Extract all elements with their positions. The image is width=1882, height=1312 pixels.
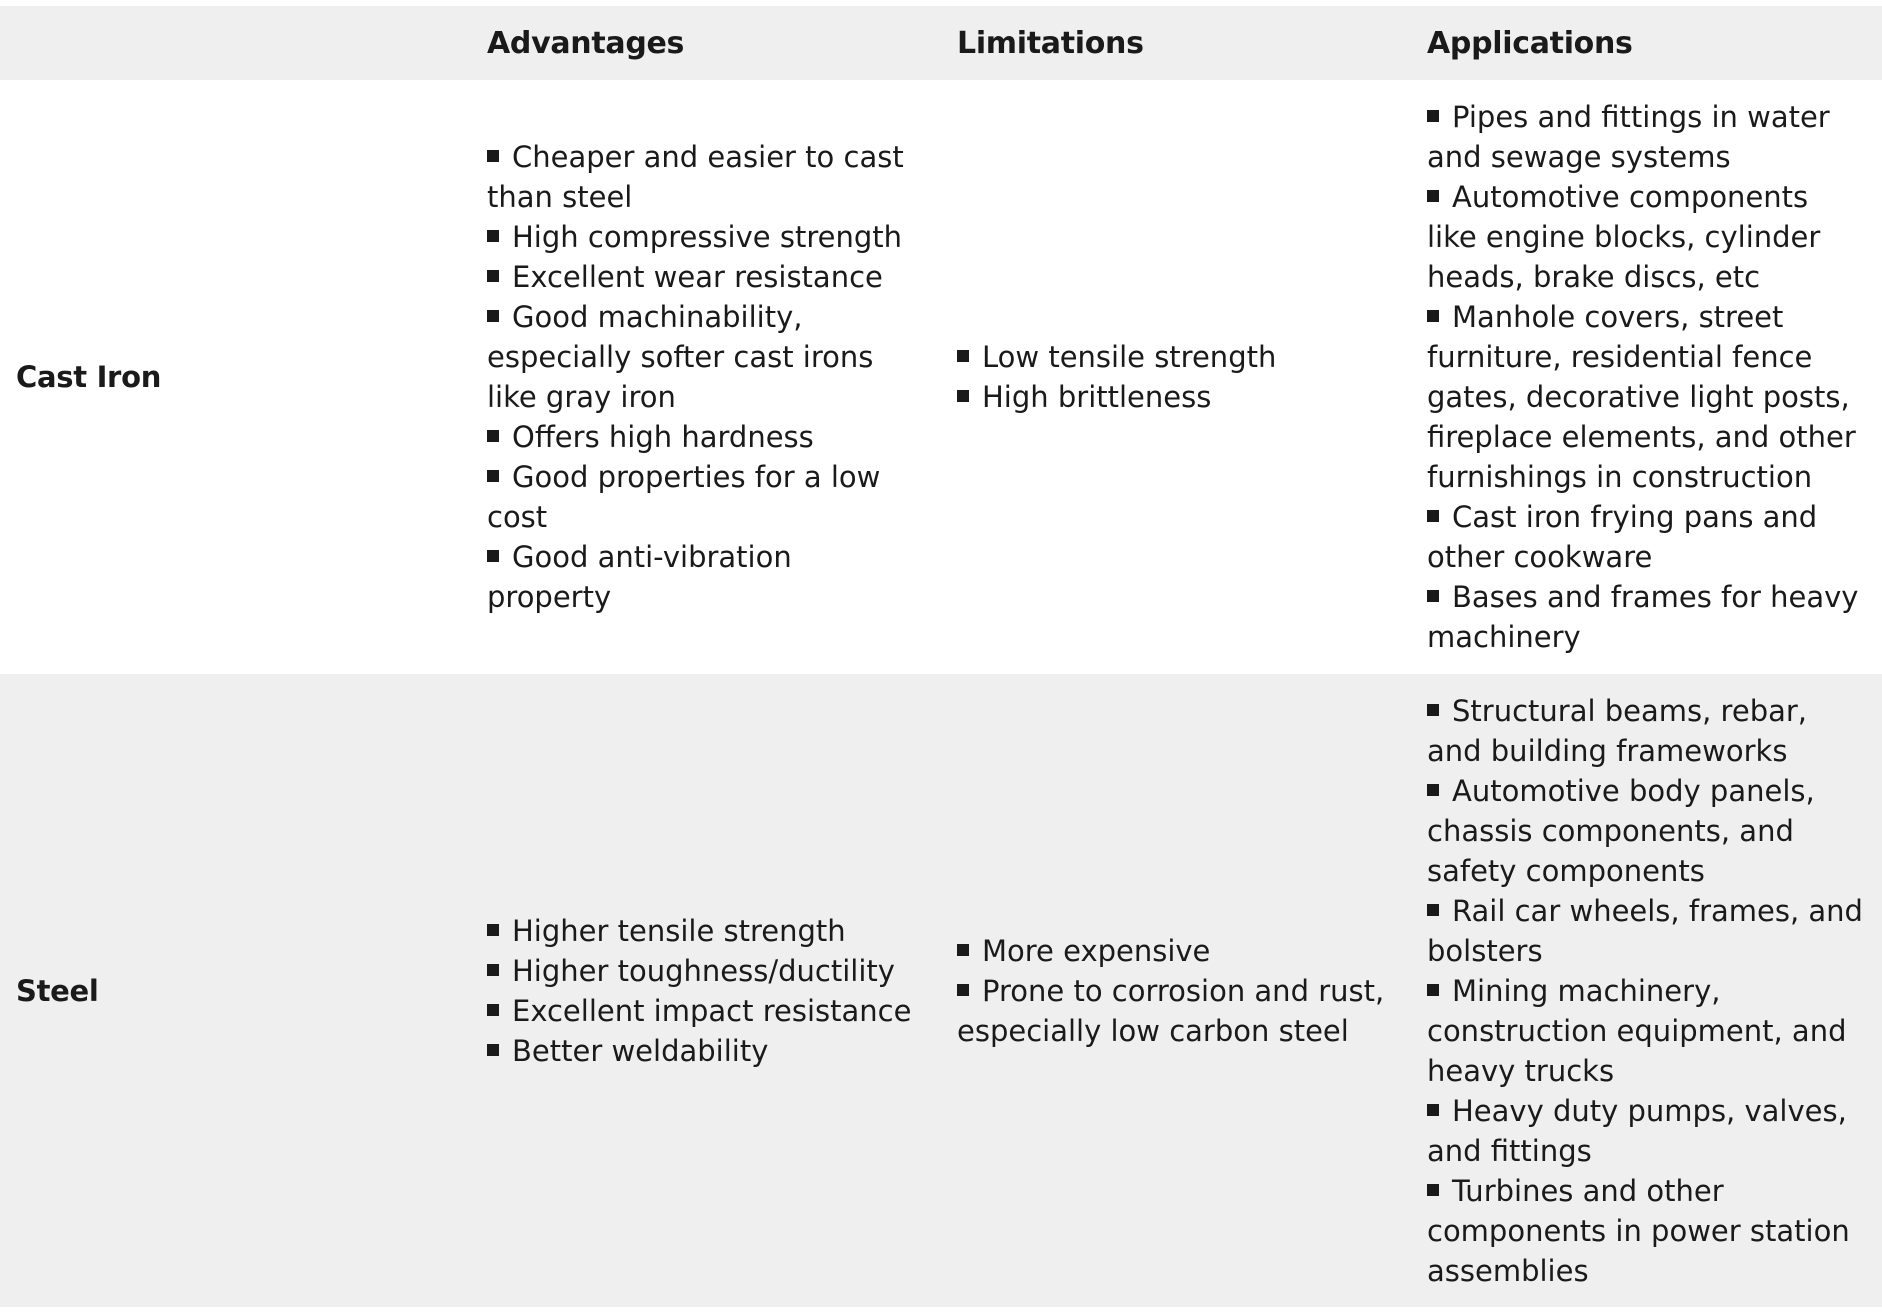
list-item-text: Higher tensile strength	[512, 913, 846, 948]
header-material	[0, 6, 471, 80]
square-bullet-icon	[487, 924, 499, 936]
square-bullet-icon	[1427, 984, 1439, 996]
list-item-text: High brittleness	[982, 380, 1212, 414]
list-item	[1427, 577, 1866, 657]
list-item	[487, 137, 925, 217]
square-bullet-icon	[487, 230, 499, 242]
list-item-text: Better weldability	[512, 1033, 769, 1068]
row-label: Cast Iron	[16, 360, 162, 394]
list-item-text: Excellent wear resistance	[512, 260, 883, 294]
list-item	[1427, 497, 1866, 577]
list-item	[487, 537, 925, 617]
square-bullet-icon	[487, 270, 499, 282]
list-item-text: Good machinability, especially softer cast irons like gray iron	[487, 300, 874, 414]
list-item	[487, 911, 925, 951]
comparison-table	[0, 6, 1882, 1307]
header-row	[0, 6, 1882, 80]
list-item	[487, 951, 925, 991]
list-item	[487, 457, 925, 537]
list-item-text: More expensive	[982, 933, 1211, 968]
square-bullet-icon	[957, 984, 969, 996]
square-bullet-icon	[487, 1004, 499, 1016]
list-item	[1427, 1171, 1866, 1291]
list-item	[1427, 177, 1866, 297]
square-bullet-icon	[1427, 110, 1439, 122]
header-applications: Applications	[1427, 25, 1633, 61]
applications-cell	[1411, 674, 1882, 1307]
advantages-list	[487, 137, 925, 617]
header-advantages: Advantages	[487, 25, 685, 61]
list-item	[1427, 771, 1866, 891]
list-item-text: Cast iron frying pans and other cookware	[1427, 500, 1818, 574]
list-item-text: Rail car wheels, frames, and bolsters	[1427, 893, 1863, 968]
limitations-list	[957, 337, 1395, 417]
list-item	[957, 971, 1395, 1051]
list-item-text: Prone to corrosion and rust, especially low carbon steel	[957, 973, 1385, 1048]
square-bullet-icon	[957, 390, 969, 402]
list-item	[957, 377, 1395, 417]
list-item-text: Good anti-vibration property	[487, 540, 792, 614]
square-bullet-icon	[957, 350, 969, 362]
advantages-cell	[471, 674, 941, 1307]
square-bullet-icon	[1427, 310, 1439, 322]
limitations-cell	[941, 80, 1411, 674]
square-bullet-icon	[1427, 704, 1439, 716]
advantages-list	[487, 911, 925, 1071]
table-header	[0, 6, 1882, 80]
list-item-text: Offers high hardness	[512, 420, 814, 454]
applications-list	[1427, 691, 1866, 1291]
header-limitations: Limitations	[957, 25, 1144, 61]
list-item-text: Automotive body panels, chassis components, and safety components	[1427, 773, 1815, 888]
square-bullet-icon	[487, 470, 499, 482]
list-item	[487, 991, 925, 1031]
applications-cell	[1411, 80, 1882, 674]
limitations-list	[957, 931, 1395, 1051]
list-item	[1427, 691, 1866, 771]
list-item-text: Higher toughness/ductility	[512, 953, 895, 988]
list-item	[487, 257, 925, 297]
square-bullet-icon	[487, 430, 499, 442]
list-item-text: Excellent impact resistance	[512, 993, 912, 1028]
square-bullet-icon	[487, 150, 499, 162]
limitations-cell	[941, 674, 1411, 1307]
square-bullet-icon	[487, 1044, 499, 1056]
list-item	[1427, 1091, 1866, 1171]
list-item	[1427, 891, 1866, 971]
table-row-cast-iron	[0, 80, 1882, 674]
bottom-divider	[0, 1307, 1882, 1312]
square-bullet-icon	[487, 964, 499, 976]
list-item	[487, 297, 925, 417]
square-bullet-icon	[1427, 1104, 1439, 1116]
row-label: Steel	[16, 973, 99, 1008]
list-item-text: Mining machinery, construction equipment, and heavy trucks	[1427, 973, 1847, 1088]
square-bullet-icon	[1427, 510, 1439, 522]
list-item-text: Manhole covers, street furniture, residential fence gates, decorative light posts, fireplace elements, and other furnishings in construction	[1427, 300, 1856, 494]
table-body	[0, 80, 1882, 1307]
list-item-text: Structural beams, rebar, and building frameworks	[1427, 693, 1808, 768]
list-item	[957, 931, 1395, 971]
square-bullet-icon	[1427, 1184, 1439, 1196]
list-item-text: Low tensile strength	[982, 340, 1277, 374]
applications-list	[1427, 97, 1866, 657]
list-item	[1427, 971, 1866, 1091]
square-bullet-icon	[487, 310, 499, 322]
square-bullet-icon	[1427, 590, 1439, 602]
square-bullet-icon	[1427, 904, 1439, 916]
list-item-text: Heavy duty pumps, valves, and fittings	[1427, 1093, 1847, 1168]
square-bullet-icon	[487, 550, 499, 562]
square-bullet-icon	[1427, 190, 1439, 202]
list-item-text: Bases and frames for heavy machinery	[1427, 580, 1859, 654]
square-bullet-icon	[957, 944, 969, 956]
list-item	[487, 1031, 925, 1071]
list-item-text: Pipes and fittings in water and sewage systems	[1427, 100, 1830, 174]
list-item	[1427, 97, 1866, 177]
list-item	[957, 337, 1395, 377]
list-item-text: High compressive strength	[512, 220, 902, 254]
list-item	[1427, 297, 1866, 497]
list-item-text: Automotive components like engine blocks, cylinder heads, brake discs, etc	[1427, 180, 1821, 294]
list-item	[487, 417, 925, 457]
table-row-steel	[0, 674, 1882, 1307]
list-item-text: Cheaper and easier to cast than steel	[487, 140, 904, 214]
list-item-text: Turbines and other components in power station assemblies	[1427, 1173, 1850, 1288]
square-bullet-icon	[1427, 784, 1439, 796]
advantages-cell	[471, 80, 941, 674]
list-item	[487, 217, 925, 257]
list-item-text: Good properties for a low cost	[487, 460, 881, 534]
